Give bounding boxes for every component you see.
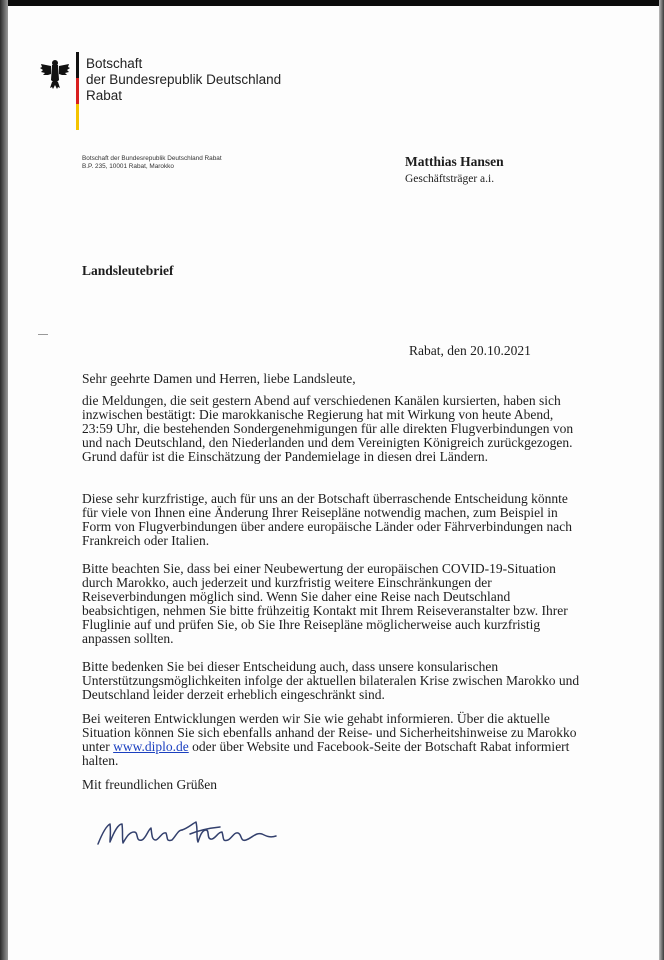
- sender-address: [82, 155, 222, 170]
- german-flag-stripe: [76, 52, 79, 130]
- signer-name: Matthias Hansen: [405, 154, 504, 169]
- org-line-2: der Bundesrepublik Deutschland: [86, 72, 282, 87]
- sender-line-1: Botschaft der Bundesrepublik Deutschland Rabat: [82, 155, 222, 162]
- salutation: Sehr geehrte Damen und Herren, liebe Landsleute,: [82, 371, 356, 386]
- fold-mark: [38, 334, 48, 335]
- paragraph-3: Bitte beachten Sie, dass bei einer Neubewertung der europäischen COVID-19-Situation durch Marokko, auch jederzeit und kurzfristig weitere Einschränkungen der Reiseverbindungen möglich sind. Wenn Sie daher eine Reise nach Deutschland beabsichtigen, nehmen Sie bitte frühzeitig Kontakt mit Ihrem Reiseveranstalter bzw. Ihrer Fluglinie auf und prüfen Sie, ob Sie Ihre Reisepläne möglicherweise auch kurzfristig anpassen sollten.: [82, 561, 568, 646]
- diplo-link[interactable]: www.diplo.de: [113, 739, 189, 754]
- paragraph-2: Diese sehr kurzfristige, auch für uns an der Botschaft überraschende Entscheidung könnte für viele von Ihnen eine Änderung Ihrer Reisepläne notwendig machen, zum Beispiel in Form von Flugverbindungen über andere europäische Länder oder Fährverbindungen nach Frankreich oder Italien.: [82, 491, 572, 548]
- paragraph-4: Bitte bedenken Sie bei dieser Entscheidung auch, dass unsere konsularischen Unterstützungsmöglichkeiten infolge der aktuellen bilateralen Krise zwischen Marokko und Deutschland leider derzeit erheblich eingeschränkt sind.: [82, 659, 580, 702]
- paragraph-5: [82, 712, 582, 768]
- scan-right-edge: [659, 0, 664, 960]
- scan-left-edge: [0, 0, 8, 960]
- closing: Mit freundlichen Grüßen: [82, 777, 217, 792]
- flag-black-stripe: [76, 52, 79, 78]
- letter-date: Rabat, den 20.10.2021: [409, 343, 531, 358]
- paragraph-5-after: oder über Website und Facebook-Seite der Botschaft Rabat informiert halten.: [82, 739, 570, 768]
- scan-top-edge: [0, 0, 664, 6]
- flag-gold-stripe: [76, 104, 79, 130]
- signer-role: Geschäftsträger a.i.: [405, 173, 495, 185]
- letter-subject: Landsleutebrief: [82, 263, 174, 278]
- handwritten-signature: [96, 808, 282, 852]
- federal-eagle-icon: [40, 58, 70, 90]
- org-line-1: Botschaft: [86, 56, 143, 71]
- sender-line-2: B.P. 235, 10001 Rabat, Marokko: [82, 162, 174, 170]
- flag-red-stripe: [76, 78, 79, 104]
- letterhead-organization: [86, 56, 281, 104]
- org-line-3: Rabat: [86, 88, 123, 103]
- paragraph-5-before: Bei weiteren Entwicklungen werden wir Sie wie gehabt informieren. Über die aktuelle Situation können Sie sich ebenfalls anhand der Reise- und Sicherheitshinweise zu Marokko unter: [82, 711, 577, 754]
- paragraph-1: die Meldungen, die seit gestern Abend auf verschiedenen Kanälen kursierten, haben sich inzwischen bestätigt: Die marokkanische Regierung hat mit Wirkung von heute Abend, 23:59 Uhr, die bestehenden Sondergenehmigungen für alle direkten Flugverbindungen von und nach Deutschland, den Niederlanden und dem Vereinigten Königreich zurückgezogen. Grund dafür ist die Einschätzung der Pandemielage in diesen drei Ländern.: [82, 393, 574, 464]
